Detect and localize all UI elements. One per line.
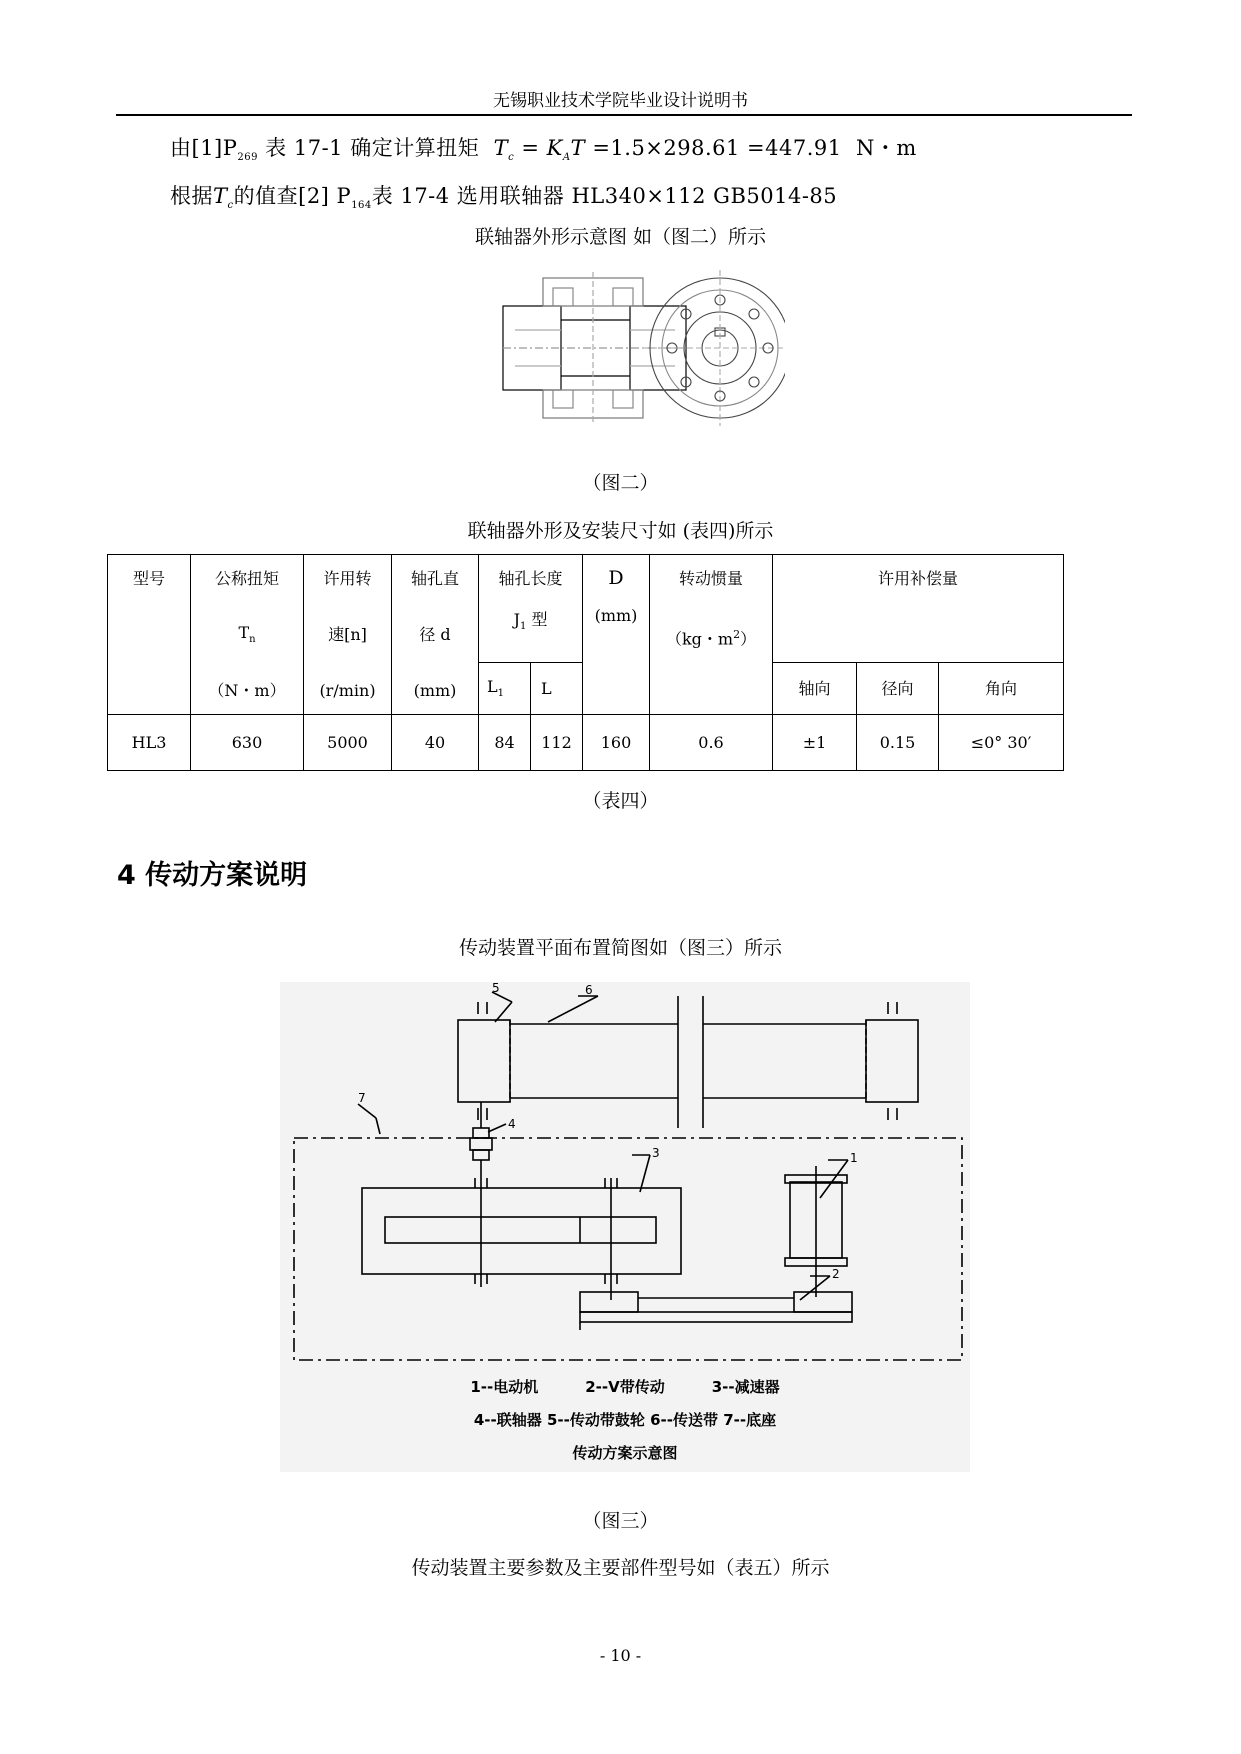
- symbol-Tc-T: T: [213, 184, 228, 208]
- callout-3: 3: [652, 1146, 660, 1160]
- th-speed: 许用转 速[n] (r/min): [304, 555, 392, 715]
- th-bore-length: 轴孔长度 $J_1$ 型: [479, 555, 583, 663]
- symbol-K: K: [546, 136, 563, 160]
- coupling-drawing: [495, 258, 785, 430]
- cell-model: HL3: [108, 715, 191, 771]
- formula-l2-prefix: 根据: [170, 184, 213, 208]
- cell-torque: 630: [191, 715, 304, 771]
- formula-eq1: =: [521, 136, 540, 160]
- callout-6: 6: [585, 983, 593, 997]
- th-compensation: 许用补偿量: [773, 555, 1064, 663]
- formula-line-2: [170, 180, 837, 211]
- symbol-A: A: [562, 152, 571, 164]
- section-heading: 4 传动方案说明: [117, 860, 308, 891]
- cell-bore: 40: [392, 715, 479, 771]
- callout-7: 7: [358, 1091, 366, 1105]
- th-D: D (mm): [583, 555, 650, 715]
- th-model: 型号: [108, 555, 191, 715]
- header-rule: [116, 114, 1132, 116]
- coupling-front-view: [642, 270, 785, 426]
- coupling-side-view: [503, 272, 686, 424]
- cell-speed: 5000: [304, 715, 392, 771]
- document-header-title: 无锡职业技术学院毕业设计说明书: [493, 91, 748, 111]
- figure2-caption-above: 联轴器外形示意图 如（图二）所示: [474, 226, 767, 248]
- table-row: [108, 715, 1064, 771]
- cell-inertia: 0.6: [650, 715, 773, 771]
- th-angular: 角向: [939, 663, 1064, 715]
- cell-D: 160: [583, 715, 650, 771]
- th-torque: 公称扭矩 $T_n$ （N・m）: [191, 555, 304, 715]
- cell-L: 112: [531, 715, 583, 771]
- cell-axial: ±1: [773, 715, 857, 771]
- th-L1: $L_1$: [479, 663, 531, 715]
- figure3-caption-above: 传动装置平面布置简图如（图三）所示: [458, 937, 782, 959]
- symbol-T: T: [493, 136, 509, 160]
- formula-l1-prefix: 由[1]P: [170, 136, 238, 160]
- formula-eq2: =1.5×298.61 =447.91: [592, 136, 842, 160]
- figure2-label: （图二）: [582, 472, 659, 494]
- formula-l1-subpage: 269: [237, 152, 258, 164]
- coupling-spec-table: [107, 554, 1064, 771]
- table5-caption: 传动装置主要参数及主要部件型号如（表五）所示: [411, 1557, 830, 1579]
- th-radial: 径向: [857, 663, 939, 715]
- cell-angular: ≤0° 30′: [939, 715, 1064, 771]
- legend-line-2: 4--联轴器 5--传动带鼓轮 6--传送带 7--底座: [473, 1411, 777, 1429]
- th-L: L: [531, 663, 583, 715]
- callout-2: 2: [832, 1267, 840, 1281]
- symbol-Tc-c: c: [227, 200, 234, 212]
- formula-line-1: [170, 132, 917, 163]
- symbol-T2: T: [570, 136, 586, 160]
- callout-4: 4: [508, 1117, 516, 1131]
- legend-line-3: 传动方案示意图: [572, 1444, 678, 1462]
- table4-label: （表四）: [582, 790, 659, 812]
- formula-l2-mid: 的值查[2] P: [233, 184, 352, 208]
- figure3-label: （图三）: [582, 1510, 659, 1532]
- symbol-c: c: [508, 152, 515, 164]
- formula-unit: N・m: [856, 136, 917, 160]
- callout-1: 1: [850, 1151, 858, 1165]
- th-inertia: 转动惯量 （kg・$m^2$）: [650, 555, 773, 715]
- formula-l2-rest: 表 17-4 选用联轴器 HL340×112 GB5014-85: [371, 184, 838, 208]
- formula-l2-subpage: 164: [351, 200, 372, 212]
- callout-5: 5: [492, 982, 500, 995]
- cell-L1: 84: [479, 715, 531, 771]
- cell-radial: 0.15: [857, 715, 939, 771]
- legend-line-1: 1--电动机 2--V带传动 3--减速器: [470, 1378, 780, 1396]
- th-axial: 轴向: [773, 663, 857, 715]
- table4-caption: 联轴器外形及安装尺寸如 (表四)所示: [467, 520, 774, 542]
- formula-l1-mid: 表 17-1 确定计算扭矩: [265, 136, 480, 160]
- page-number: - 10 -: [599, 1646, 642, 1665]
- th-bore: 轴孔直 径 d (mm): [392, 555, 479, 715]
- transmission-layout-diagram: [280, 982, 970, 1472]
